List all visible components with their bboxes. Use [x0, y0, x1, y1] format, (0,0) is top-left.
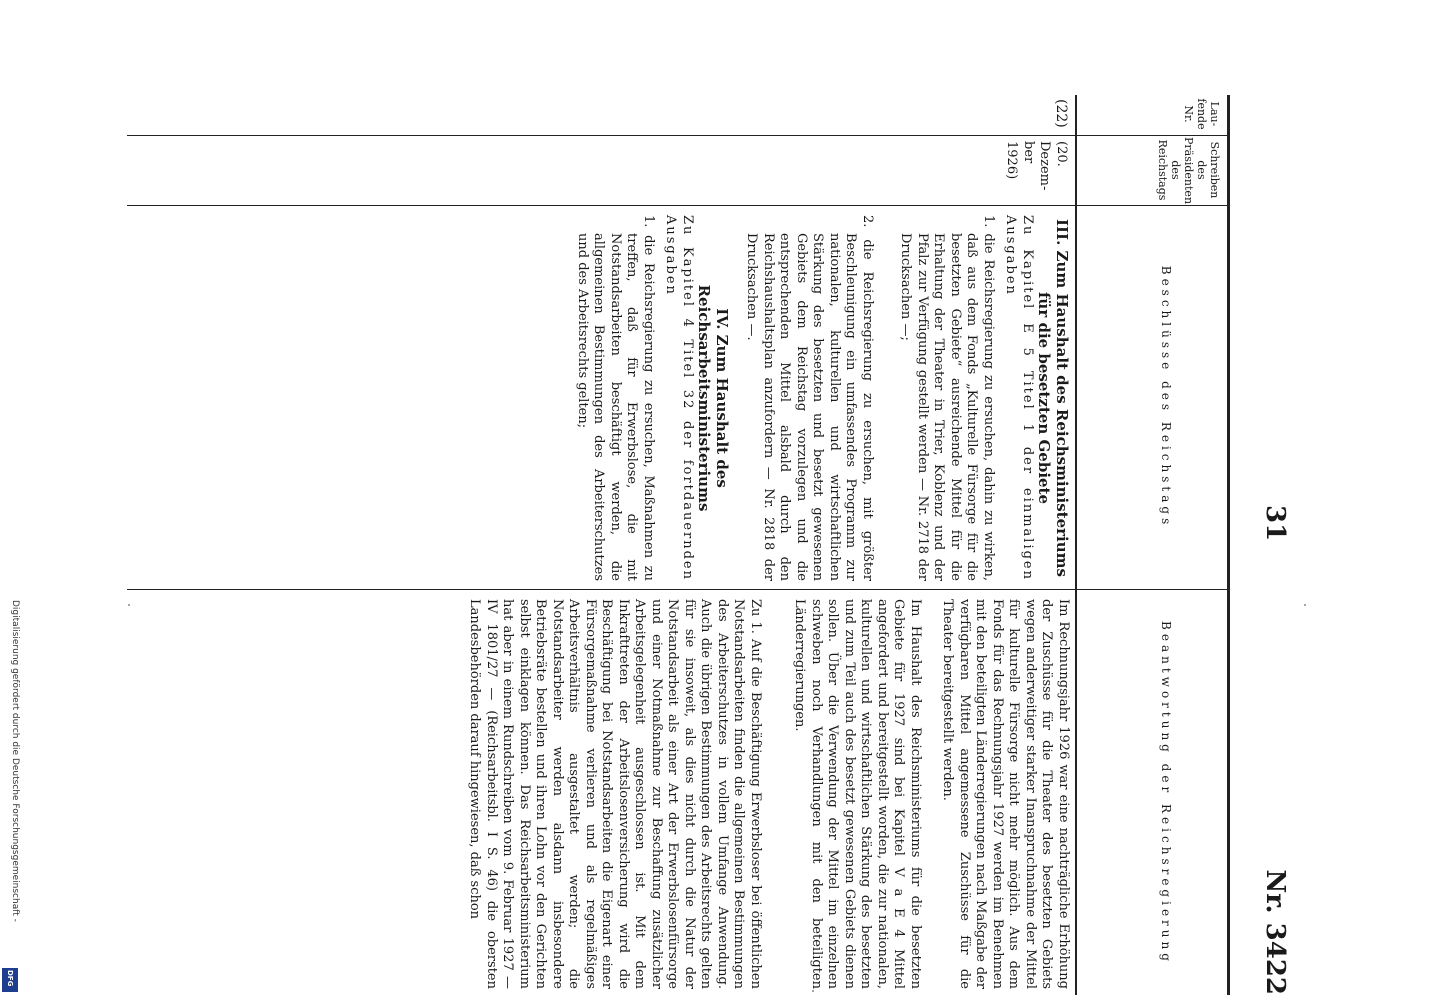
table-body — [127, 95, 1077, 995]
header-schreiben: Schreiben des Präsidenten des Reichstags — [1156, 137, 1221, 205]
resolution-iii-1: 1. die Reichsregierung zu ersuchen, dahin zu wirken, daß aus dem Fonds „Kulturelle Fürsorge für die besetzten Gebiete“ ausreichende Mittel für die Erhaltung der Theater in Trier, Koblenz und der Pfalz zur Verfügung gestellt werden — Nr. 2718 der Drucksachen —; — [898, 215, 996, 581]
answer-paragraph-2: Im Haushalt des Reichsministeriums für die besetzten Gebiete für 1927 sind bei Kapitel V a E 4 Mittel angefordert und bereitgestellt worden, die zur nationalen, kulturellen und wirtschaftlichen Stärkung des besetzten und zum Teil auch des besetzt gewesenen Gebiets dienen sollen. Über die Verwendung der Mittel im einzelnen schweben noch Verhandlungen mit den beteiligten Länderregierungen. — [792, 599, 923, 989]
page-header — [1250, 95, 1290, 995]
scan-speck — [812, 990, 814, 992]
beschluesse-cell — [568, 215, 1072, 581]
row-lfd-nr: (22) — [1053, 99, 1069, 128]
scan-speck — [1304, 604, 1306, 606]
header-beschluesse: Beschlüsse des Reichstags — [1159, 265, 1173, 529]
row-schreiben-date: (20. Dezem- ber 1926) — [1004, 141, 1069, 191]
digitization-credit — [6, 600, 26, 990]
rotated-page — [170, 95, 1290, 1000]
beantwortung-cell — [460, 599, 1071, 989]
document-number: Nr. 3422 — [1260, 869, 1290, 995]
resolutions-table — [127, 95, 1230, 995]
header-lfd-nr: Lau- fende Nr. — [1182, 98, 1221, 130]
resolution-iv-1: 1. die Reichsregierung zu ersuchen, Maßnahmen zu treffen, daß für Erwerbslose, die mit Notstandsarbeiten beschäftigt werden, die allgemeinen Bestimmungen des Arbeiterschutzes und des Arbeitsrechts gelten; — [575, 215, 656, 581]
header-beantwortung: Beantwortung der Reichsregierung — [1159, 621, 1173, 965]
dfg-logo-text: DFG — [6, 970, 14, 987]
resolution-iii-2: 2. die Reichsregierung zu ersuchen, mit größter Beschleunigung ein umfassendes Programm zur nationalen, kulturellen und wirtschaftlichen Stärkung des besetzten und besetzt gewesenen Gebiets dem Reichstag vorzulegen und die entsprechenden Mittel alsbald durch den Reichshaushaltsplan anzufordern — Nr. 2818 der Drucksachen —. — [744, 215, 875, 581]
page-number: 31 — [1260, 505, 1290, 542]
heading-iv: IV. Zum Haushalt des Reichsarbeitsministeriums — [695, 284, 731, 512]
answer-paragraph-1: Im Rechnungsjahr 1926 war eine nachträgliche Erhöhung der Zuschüsse für die Theater des besetzten Gebiets wegen anderweitiger starker Inanspruchnahme der Mittel für kulturelle Fürsorge nicht mehr möglich. Aus dem Fonds für das Rechnungsjahr 1927 werden im Benehmen mit den beteiligten Länderregierungen nach Maßgabe der verfügbaren Mittel angemessene Zuschüsse für die Theater bereitgestellt werden. — [940, 599, 1071, 989]
subheading-iv: Zu Kapitel 4 Titel 32 der fortdauernden Ausgaben — [663, 215, 695, 581]
subheading-iii: Zu Kapitel E 5 Titel 1 der einmaligen Ausgaben — [1003, 215, 1035, 581]
scan-speck — [128, 604, 130, 606]
table-header — [1075, 95, 1227, 995]
answer-paragraph-3: Zu 1. Auf die Beschäftigung Erwerbsloser bei öffentlichen Notstandsarbeiten finden die allgemeinen Bestimmungen des Arbeiterschutzes in vollem Umfange Anwendung. Auch die übrigen Bestimmungen des Arbeitsrechts gelten für sie insoweit, als dies nicht durch die Natur der Notstandsarbeit als einer Art der Erwerbslosenfürsorge und einer Notmaßnahme zur Beschaffung zusätzlicher Arbeitsgelegenheit ausgeschlossen ist. Mit dem Inkrafttreten der Arbeitslosenversicherung wird die Beschäftigung bei Notstandsarbeiten die Eigenart einer Fürsorgemaßnahme verlieren und als regelmäßiges Arbeitsverhältnis ausgestaltet werden; die Notstandsarbeiter werden alsdann insbesondere Betriebsräte bestellen und ihren Lohn vor den Gerichten selbst einklagen können. Das Reichsarbeitsministerium hat aber in einem Rundschreiben vom 9. Februar 1927 — IV 1801/27 — (Reichsarbeitsbl. I S. 46) die obersten Landesbehörden darauf hingewiesen, daß schon — [467, 599, 763, 989]
dfg-logo — [2, 968, 18, 992]
heading-iii: III. Zum Haushalt des Reichsministeriums für die besetzten Gebiete — [1035, 219, 1071, 577]
digitization-credit-text: Digitalisierung gefördert durch die Deutsche Forschungsgemeinschaft - — [10, 600, 20, 922]
